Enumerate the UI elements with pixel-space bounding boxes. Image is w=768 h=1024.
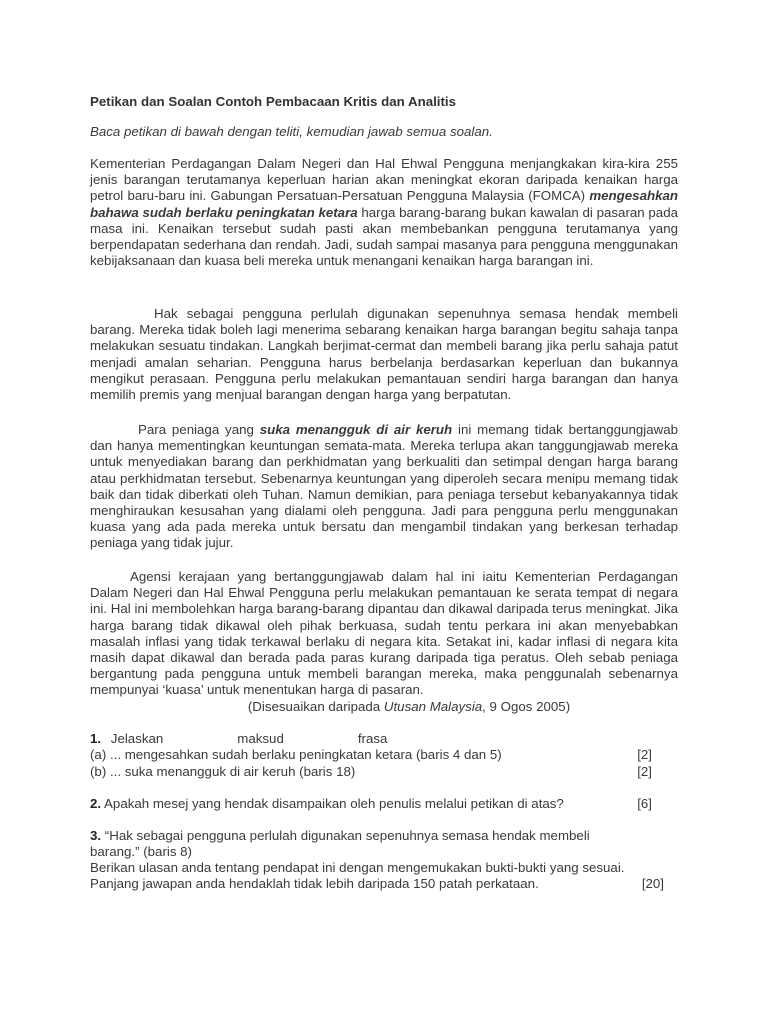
- paragraph-1-emphasis: mengesahkan bahawa sudah berlaku peningkatan ketara: [90, 188, 678, 220]
- question-1b: [90, 764, 670, 780]
- question-3-number: 3.: [90, 828, 102, 843]
- question-1a: [90, 747, 670, 763]
- paragraph-1-text-b: harga barang-barang bukan kawalan di pasaran pada masa ini. Kenaikan tersebut sudah pasti akan membebankan pengguna terutamanya yang berpendapatan sederhana dan rendah. Jadi, sudah sampai masanya para pengguna menggunakan kebijaksanaan dan kuasa beli mereka untuk menangani kenaikan harga barangan ini.: [90, 204, 678, 269]
- source-text-b: , 9 Ogos 2005): [482, 699, 571, 714]
- paragraph-3-emphasis: suka menangguk di air keruh: [259, 422, 453, 437]
- source-citation: [90, 699, 678, 715]
- paragraph-2: Hak sebagai pengguna perlulah digunakan sepenuhnya semasa hendak membeli barang. Mereka tidak boleh lagi menerima sebarang kenaikan harga barangan begitu sahaja tanpa melakukan sesuatu tindakan. Langkah berjimat-cermat dan membeli barang jika perlu sahaja patut menjadi amalan seharian. Pengguna harus berbelanja berdasarkan keperluan dan bukannya mengikut perasaan. Pengguna perlu melakukan pemantauan sendiri harga barangan dan hanya memilih premis yang menjual barangan dengan harga yang berpatutan.: [90, 306, 678, 403]
- paragraph-3-text-b: ini memang tidak bertanggungjawab dan hanya mementingkan keuntungan semata-mata. Mereka terlupa akan tanggungjawab mereka untuk menyediakan barang dan perkhidmatan yang berkualiti dan setimpal dengan harga barang atau perkhidmatan tersebut. Sebenarnya keuntungan yang diperoleh secara menipu memang tidak baik dan tidak diberkati oleh Tuhan. Namun demikian, para peniaga tersebut kebanyakannya tidak menghiraukan kesusahan yang dialami oleh pengguna. Jadi para pengguna perlu menggunakan kuasa yang ada pada mereka untuk bersatu dan mengambil tindakan yang berkesan terhadap peniaga yang tidak jujur.: [90, 422, 678, 551]
- question-1b-text: (b) ... suka menangguk di air keruh (baris 18): [90, 764, 356, 779]
- question-2-text: Apakah mesej yang hendak disampaikan oleh penulis melalui petikan di atas?: [101, 796, 564, 811]
- question-1-word-1: Jelaskan: [110, 731, 164, 746]
- question-3-line-1: [90, 828, 670, 844]
- question-3-line-4: [90, 876, 670, 892]
- instruction-text: Baca petikan di bawah dengan teliti, kemudian jawab semua soalan.: [90, 124, 493, 139]
- question-1-word-3: frasa: [357, 731, 388, 746]
- paragraph-3: [90, 422, 678, 552]
- question-1-heading: [90, 731, 670, 747]
- question-3-instruction: Berikan ulasan anda tentang pendapat ini dengan mengemukakan bukti-bukti yang sesuai.: [90, 860, 625, 875]
- question-3-mark: [20]: [641, 876, 664, 891]
- paragraph-1-text-a: Kementerian Perdagangan Dalam Negeri dan Hal Ehwal Pengguna menjangkakan kira-kira 255 jenis barangan terutamanya keperluan harian akan meningkat ekoran daripada kenaikan harga petrol baru-baru ini. Gabungan Persatuan-Persatuan Pengguna Malaysia (FOMCA): [90, 156, 678, 204]
- source-text-a: (Disesuaikan daripada: [247, 699, 384, 714]
- paragraph-1: [90, 156, 678, 269]
- source-publication: Utusan Malaysia: [383, 699, 483, 714]
- paragraph-4: Agensi kerajaan yang bertanggungjawab dalam hal ini iaitu Kementerian Perdagangan Dalam Negeri dan Hal Ehwal Pengguna perlu melakukan pemantauan ke serata tempat di negara ini. Hal ini membolehkan harga barang-barang dipantau dan dikawal daripada terus meningkat. Jika harga barang tidak dikawal oleh pihak berkuasa, sudah tentu perkara ini akan menyebabkan masalah inflasi yang tidak terkawal berlaku di negara kita. Setakat ini, kadar inflasi di negara kita masih dapat dikawal dan berada pada paras kurang daripada tiga peratus. Oleh sebab peniaga bergantung pada pengguna untuk membeli barangan mereka, maka penggunalah sebenarnya mempunyai ‘kuasa’ untuk menentukan harga di pasaran.: [90, 569, 678, 698]
- question-3-line-2: [90, 844, 670, 860]
- question-1b-mark: [2]: [637, 764, 652, 779]
- question-3-line-3: [90, 860, 670, 876]
- question-1-word-2: maksud: [237, 731, 284, 746]
- question-2-number: 2.: [90, 796, 102, 811]
- question-3-quote-end: barang.” (baris 8): [90, 844, 192, 859]
- question-3-length-limit: Panjang jawapan anda hendaklah tidak lebih daripada 150 patah perkataan.: [90, 876, 539, 891]
- paragraph-3-text-a: Para peniaga yang: [138, 422, 260, 437]
- question-1-number: 1.: [90, 731, 102, 746]
- question-2: [90, 796, 670, 812]
- question-3-quote: “Hak sebagai pengguna perlulah digunakan sepenuhnya semasa hendak membeli: [101, 828, 590, 843]
- question-2-mark: [6]: [637, 796, 652, 811]
- question-1a-mark: [2]: [637, 747, 652, 762]
- question-1a-text: (a) ... mengesahkan sudah berlaku peningkatan ketara (baris 4 dan 5): [90, 747, 502, 762]
- document-title: Petikan dan Soalan Contoh Pembacaan Kritis dan Analitis: [90, 94, 456, 109]
